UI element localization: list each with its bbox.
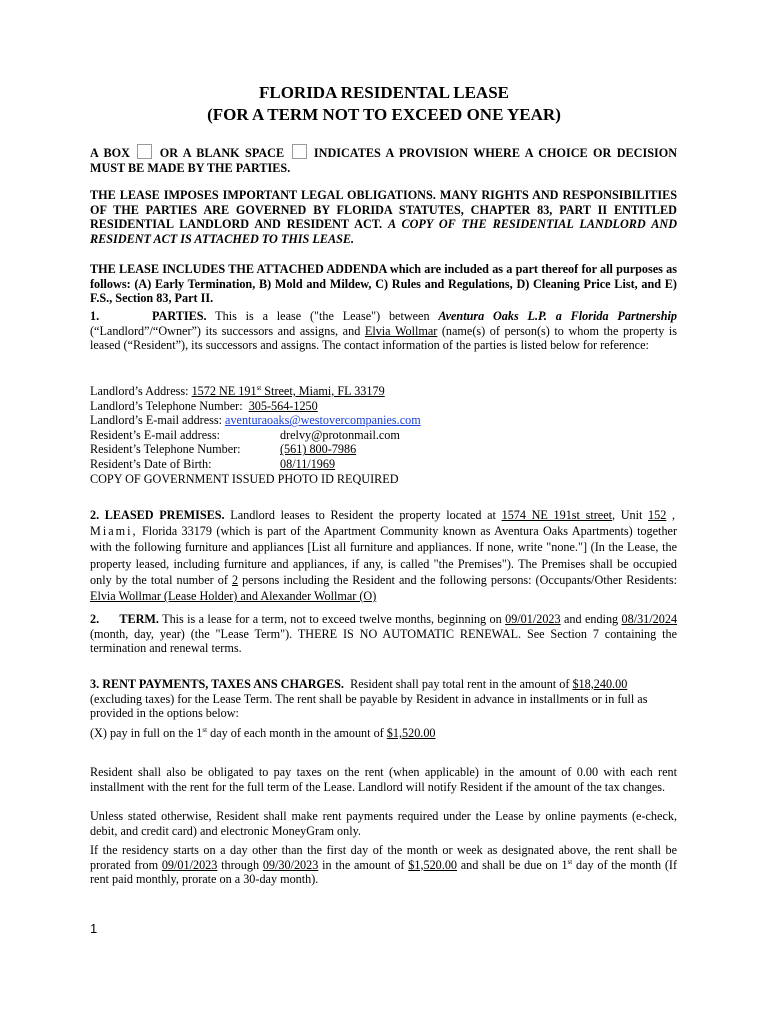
landlord-phone: 305-564-1250 — [248, 398, 318, 413]
term-start-date: 09/01/2023 — [505, 612, 561, 626]
premises-unit: 152 — [648, 508, 667, 522]
page-number: 1 — [90, 921, 98, 936]
rent-section: 3. RENT PAYMENTS, TAXES ANS CHARGES. Resident shall pay total rent in the amount of $18,240.00 (excluding taxes) for the Lease Term. The rent shall be payable by Resident in advance in installments or in full as provided in the options below: — [90, 677, 648, 721]
addenda-notice: THE LEASE INCLUDES THE ATTACHED ADDENDA which are included as a part thereof for all purposes as follows: (A) Early Termination, B) Mold and Mildew, C) Rules and Regulations, D) Cleaning Price List, and E) F.S., Section 83, Part II. — [90, 262, 677, 306]
contact-information: Landlord’s Address: 1572 NE 191st Street, Miami, FL 33179 Landlord’s Telephone Number: 305-564-1250 Landlord’s E-mail address: aventuraoaks@westovercompanies.com Resident’s E-mail address: drelvy@protonmail.com Resident’s Telephone Number: (561) 800-7986 Resident’s Date of Birth: 08/11/1969 COPY OF GOVERNMENT ISSUED PHOTO ID REQUIRED — [90, 384, 677, 486]
leased-premises-section: 2. LEASED PREMISES. Landlord leases to Resident the property located at 1574 NE 191st street, Unit 152 , Miami, Florida 33179 (which is part of the Apartment Community known as Aventura Oaks Apartments) together with the following furniture and appliances [List all furniture and appliances. If none, write "none."] (In the Lease, the property leased, including furniture and appliances, if any, is called "the Premises"). The Premises shall be occupied only by the total number of 2 persons including the Resident and the following persons: (Occupants/Other Residents: Elvia Wollmar (Lease Holder) and Alexander Wollmar (O) — [90, 508, 678, 604]
term-section: 2. TERM. This is a lease for a term, not to exceed twelve months, beginning on 09/01/2023 and ending 08/31/2024 (month, day, year) (the "Lease Term"). THERE IS NO AUTOMATIC RENEWAL. See Section 7 containing the termination and renewal terms. — [90, 612, 678, 656]
choice-notice: A BOX OR A BLANK SPACE INDICATES A PROVISION WHERE A CHOICE OR DECISION MUST BE MADE BY THE PARTIES. — [90, 146, 678, 175]
obligations-notice: THE LEASE IMPOSES IMPORTANT LEGAL OBLIGATIONS. MANY RIGHTS AND RESPONSIBILITIES OF THE PARTIES ARE GOVERNED BY FLORIDA STATUTES, CHAPTER 83, PART II ENTITLED RESIDENTIAL LANDLORD AND RESIDENT ACT. A COPY OF THE RESIDENTIAL LANDLORD AND RESIDENT ACT IS ATTACHED TO THIS LEASE. — [90, 188, 677, 246]
landlord-name: Aventura Oaks L.P. a Florida Partnership — [438, 309, 678, 323]
title-line-2: (FOR A TERM NOT TO EXCEED ONE YEAR) — [207, 105, 561, 124]
rent-taxes-paragraph: Resident shall also be obligated to pay taxes on the rent (when applicable) in the amount of 0.00 with each rent installment with the rent for the full term of the Lease. Landlord will notify Resident if the amount of the tax changes. — [90, 765, 677, 794]
landlord-email-link[interactable]: aventuraoaks@westovercompanies.com — [225, 413, 421, 428]
title-line-1: FLORIDA RESIDENTAL LEASE — [258, 83, 510, 102]
prorate-amount: $1,520.00 — [408, 857, 457, 872]
resident-phone: (561) 800-7986 — [280, 442, 357, 457]
prorate-from-date: 09/01/2023 — [161, 857, 218, 872]
checkbox-sample-icon — [137, 144, 152, 159]
parties-heading: PARTIES. — [152, 309, 207, 323]
rent-heading: 3. RENT PAYMENTS, TAXES ANS CHARGES. — [90, 677, 344, 691]
term-end-date: 08/31/2024 — [621, 612, 678, 626]
monthly-rent-amount: $1,520.00 — [386, 726, 436, 740]
document-title — [90, 82, 678, 126]
prorate-to-date: 09/30/2023 — [262, 857, 319, 872]
resident-email: drelvy@protonmail.com — [280, 427, 400, 442]
blank-space-sample-icon — [292, 144, 307, 159]
payment-methods-paragraph: Unless stated otherwise, Resident shall make rent payments required under the Lease by online payments (e-check, debit, and credit card) and electronic MoneyGram only. — [90, 809, 677, 838]
premises-address: 1574 NE 191st street — [501, 508, 612, 522]
rent-total: $18,240.00 — [572, 677, 628, 691]
occupants-list: Elvia Wollmar (Lease Holder) and Alexander Wollmar (O) — [90, 589, 377, 604]
proration-paragraph: If the residency starts on a day other than the first day of the month or week as designated above, the rent shall be prorated from 09/01/2023 through 09/30/2023 in the amount of $1,520.00 and shall be due on 1st day of the month (If rent paid monthly, prorate on a 30-day month). — [90, 843, 678, 887]
premises-heading: 2. LEASED PREMISES. — [90, 508, 225, 522]
parties-section: 1. PARTIES. This is a lease ("the Lease") between Aventura Oaks L.P. a Florida Partnership (“Landlord”/“Owner”) its successors and assigns, and Elvia Wollmar (name(s) of person(s) to whom the property is leased (“Resident”), its successors and assigns. The contact information of the parties is listed below for reference: — [90, 309, 678, 353]
id-requirement: COPY OF GOVERNMENT ISSUED PHOTO ID REQUIRED — [90, 471, 399, 486]
term-heading: TERM. — [119, 612, 159, 626]
resident-dob: 08/11/1969 — [280, 456, 336, 471]
landlord-address: 1572 NE 191st Street, Miami, FL 33179 — [191, 384, 385, 398]
rent-option-monthly: (X) pay in full on the 1st day of each month in the amount of $1,520.00 — [90, 726, 436, 740]
resident-name: Elvia Wollmar — [364, 323, 438, 338]
occupant-count: 2 — [231, 572, 239, 587]
